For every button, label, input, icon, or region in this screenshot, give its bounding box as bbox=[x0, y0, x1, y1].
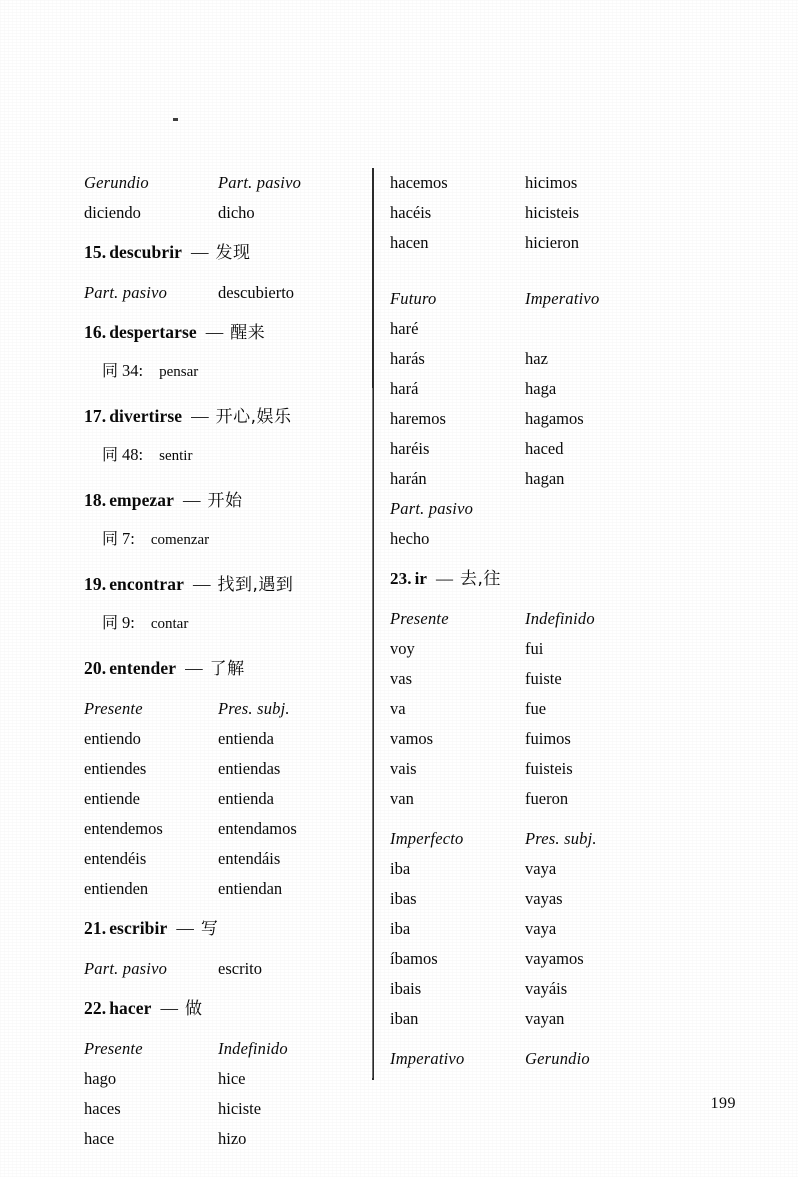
table-row bbox=[390, 724, 690, 754]
verb-form: haréis bbox=[390, 439, 430, 458]
verb-form: iba bbox=[390, 919, 411, 938]
em-dash: — bbox=[160, 998, 178, 1018]
cross-reference-target: contar bbox=[150, 616, 189, 632]
table-header-row bbox=[84, 694, 359, 724]
verb-form: entendéis bbox=[84, 849, 147, 868]
verb-form: fue bbox=[525, 699, 547, 718]
entry-gloss: 醒来 bbox=[230, 323, 266, 343]
page-number: 199 bbox=[710, 1095, 736, 1112]
table-row bbox=[84, 1064, 359, 1094]
verb-form: hicieron bbox=[525, 233, 580, 252]
verb-form: escrito bbox=[218, 959, 262, 978]
verb-form: haced bbox=[525, 439, 564, 458]
entry-headword: entender bbox=[109, 658, 177, 678]
table-row bbox=[390, 374, 690, 404]
verb-form: haga bbox=[525, 379, 557, 398]
table-row bbox=[390, 664, 690, 694]
verb-form: descubierto bbox=[218, 283, 295, 302]
entry-number: 19. bbox=[84, 574, 107, 594]
column-divider-rule bbox=[372, 168, 374, 1080]
em-dash: — bbox=[176, 918, 194, 938]
column-header-indefinido: Indefinido bbox=[218, 1039, 288, 1058]
same-as-marker: 同 bbox=[102, 613, 119, 632]
verb-form: haz bbox=[525, 349, 548, 368]
verb-entry-hacer bbox=[84, 994, 359, 1034]
verb-form: harás bbox=[390, 349, 425, 368]
verb-form: hará bbox=[390, 379, 419, 398]
verb-form: vaya bbox=[525, 919, 557, 938]
verb-form: hecho bbox=[390, 529, 430, 548]
entry-number: 21. bbox=[84, 918, 107, 938]
table-row bbox=[390, 974, 690, 1004]
verb-entry-entender bbox=[84, 654, 359, 694]
verb-form: fuimos bbox=[525, 729, 571, 748]
verb-form: hiciste bbox=[218, 1099, 262, 1118]
verb-form: voy bbox=[390, 639, 415, 658]
entry-gloss: 写 bbox=[200, 919, 219, 939]
verb-form: diciendo bbox=[84, 203, 141, 222]
cross-reference bbox=[84, 442, 359, 476]
verb-form: entiende bbox=[84, 789, 140, 808]
colon: : bbox=[130, 529, 135, 548]
entry-gloss: 去,往 bbox=[460, 569, 501, 589]
verb-form: ibais bbox=[390, 979, 422, 998]
cross-reference-number: 48 bbox=[122, 445, 139, 464]
table-row bbox=[84, 754, 359, 784]
verb-entry-divertirse bbox=[84, 402, 359, 442]
verb-form: ibas bbox=[390, 889, 417, 908]
entry-headword: ir bbox=[414, 569, 428, 588]
verb-form: íbamos bbox=[390, 949, 438, 968]
verb-form: van bbox=[390, 789, 414, 808]
table-row bbox=[390, 344, 690, 374]
verb-form: entiendan bbox=[218, 879, 283, 898]
entry-headword: divertirse bbox=[109, 406, 183, 426]
verb-form: vayan bbox=[525, 1009, 565, 1028]
entry-gloss: 找到,遇到 bbox=[217, 575, 294, 595]
verb-form: hice bbox=[218, 1069, 246, 1088]
right-column bbox=[390, 168, 690, 1074]
colon: : bbox=[130, 613, 135, 632]
table-header-row bbox=[84, 1034, 359, 1064]
table-row bbox=[84, 844, 359, 874]
table-header-row bbox=[390, 284, 690, 314]
column-header-pres-subj: Pres. subj. bbox=[218, 699, 290, 718]
table-row bbox=[390, 168, 690, 198]
left-column bbox=[84, 168, 359, 1154]
same-as-marker: 同 bbox=[102, 445, 119, 464]
verb-entry-ir bbox=[390, 564, 690, 604]
entry-number: 17. bbox=[84, 406, 107, 426]
entry-number: 15. bbox=[84, 242, 107, 262]
verb-form: fuiste bbox=[525, 669, 562, 688]
verb-form: hizo bbox=[218, 1129, 247, 1148]
verb-form: entendáis bbox=[218, 849, 281, 868]
entry-number: 16. bbox=[84, 322, 107, 342]
cross-reference-number: 34 bbox=[122, 361, 139, 380]
verb-form: vas bbox=[390, 669, 412, 688]
verb-entry-descubrir bbox=[84, 238, 359, 278]
verb-form: hagan bbox=[525, 469, 565, 488]
em-dash: — bbox=[191, 406, 209, 426]
verb-form: iban bbox=[390, 1009, 419, 1028]
cross-reference bbox=[84, 526, 359, 560]
scan-artifact-speck bbox=[173, 118, 178, 121]
cross-reference bbox=[84, 610, 359, 644]
verb-form: entendemos bbox=[84, 819, 163, 838]
table-row bbox=[390, 198, 690, 228]
table-row bbox=[390, 694, 690, 724]
entry-number: 23. bbox=[390, 569, 412, 588]
verb-entry-escribir bbox=[84, 914, 359, 954]
column-header-part-pasivo: Part. pasivo bbox=[84, 283, 168, 302]
table-row bbox=[390, 914, 690, 944]
table-row bbox=[390, 784, 690, 814]
table-row bbox=[390, 634, 690, 664]
entry-headword: encontrar bbox=[109, 574, 184, 594]
verb-form: hace bbox=[84, 1129, 115, 1148]
verb-form: iba bbox=[390, 859, 411, 878]
verb-form: haremos bbox=[390, 409, 446, 428]
verb-form: hacen bbox=[390, 233, 429, 252]
colon: : bbox=[138, 361, 144, 380]
em-dash: — bbox=[436, 569, 454, 588]
verb-form: hago bbox=[84, 1069, 117, 1088]
verb-form: vayamos bbox=[525, 949, 584, 968]
column-header-futuro: Futuro bbox=[390, 289, 437, 308]
entry-gloss: 开始 bbox=[207, 491, 243, 511]
entry-headword: escribir bbox=[109, 918, 168, 938]
verb-form: vais bbox=[390, 759, 417, 778]
em-dash: — bbox=[185, 658, 203, 678]
column-header-gerundio: Gerundio bbox=[525, 1049, 590, 1068]
table-row bbox=[390, 434, 690, 464]
column-header-part-pasivo: Part. pasivo bbox=[84, 959, 168, 978]
table-row bbox=[84, 814, 359, 844]
em-dash: — bbox=[192, 574, 211, 594]
verb-form: vamos bbox=[390, 729, 434, 748]
em-dash: — bbox=[191, 242, 209, 262]
verb-form: entiendes bbox=[84, 759, 147, 778]
verb-entry-despertarse bbox=[84, 318, 359, 358]
table-row bbox=[390, 524, 690, 554]
verb-form: entiendas bbox=[218, 759, 281, 778]
em-dash: — bbox=[205, 322, 224, 342]
column-header-imperativo: Imperativo bbox=[390, 1049, 465, 1068]
table-row bbox=[390, 854, 690, 884]
verb-form: va bbox=[390, 699, 406, 718]
table-header-row bbox=[390, 604, 690, 634]
entry-headword: empezar bbox=[109, 490, 175, 510]
same-as-marker: 同 bbox=[102, 361, 119, 380]
verb-entry-encontrar bbox=[84, 570, 359, 610]
verb-form: dicho bbox=[218, 203, 255, 222]
table-header-row bbox=[84, 168, 359, 198]
colon: : bbox=[138, 445, 144, 464]
verb-form: fuisteis bbox=[525, 759, 573, 778]
column-header-pres-subj: Pres. subj. bbox=[525, 829, 597, 848]
table-header-row bbox=[390, 494, 690, 524]
table-header-row bbox=[390, 824, 690, 854]
table-row bbox=[84, 1094, 359, 1124]
column-header-imperfecto: Imperfecto bbox=[390, 829, 464, 848]
table-row bbox=[390, 754, 690, 784]
column-header-presente: Presente bbox=[84, 1039, 143, 1058]
table-row bbox=[84, 784, 359, 814]
table-row bbox=[390, 1004, 690, 1034]
verb-form: vayas bbox=[525, 889, 563, 908]
verb-form: haces bbox=[84, 1099, 121, 1118]
column-header-imperativo: Imperativo bbox=[525, 289, 600, 308]
verb-form: hacéis bbox=[390, 203, 432, 222]
verb-form: fueron bbox=[525, 789, 569, 808]
verb-form: entiendo bbox=[84, 729, 141, 748]
verb-form: entendamos bbox=[218, 819, 297, 838]
column-header-indefinido: Indefinido bbox=[525, 609, 595, 628]
entry-headword: despertarse bbox=[109, 322, 197, 342]
entry-headword: descubrir bbox=[109, 242, 183, 262]
verb-form: hicimos bbox=[525, 173, 578, 192]
verb-form: vayáis bbox=[525, 979, 568, 998]
column-header-presente: Presente bbox=[390, 609, 449, 628]
column-header-presente: Presente bbox=[84, 699, 143, 718]
verb-form: vaya bbox=[525, 859, 557, 878]
entry-gloss: 开心,娱乐 bbox=[215, 407, 292, 427]
same-as-marker: 同 bbox=[102, 529, 119, 548]
table-row bbox=[84, 954, 359, 984]
table-row bbox=[390, 944, 690, 974]
cross-reference-target: comenzar bbox=[150, 532, 210, 548]
table-row bbox=[390, 404, 690, 434]
entry-headword: hacer bbox=[109, 998, 152, 1018]
cross-reference-target: pensar bbox=[159, 364, 199, 380]
entry-number: 18. bbox=[84, 490, 107, 510]
cross-reference bbox=[84, 358, 359, 392]
verb-form: hagamos bbox=[525, 409, 584, 428]
verb-form: entienda bbox=[218, 789, 274, 808]
verb-form: hicisteis bbox=[525, 203, 580, 222]
table-header-row bbox=[390, 1044, 690, 1074]
table-row bbox=[390, 314, 690, 344]
entry-gloss: 发现 bbox=[215, 243, 251, 263]
table-row bbox=[84, 198, 359, 228]
entry-number: 22. bbox=[84, 998, 107, 1018]
table-row bbox=[390, 464, 690, 494]
verb-form: entienden bbox=[84, 879, 149, 898]
column-header-gerundio: Gerundio bbox=[84, 173, 149, 192]
cross-reference-target: sentir bbox=[159, 448, 193, 464]
entry-number: 20. bbox=[84, 658, 107, 678]
table-row bbox=[84, 278, 359, 308]
cross-reference-number: 9 bbox=[122, 613, 131, 632]
table-row bbox=[390, 228, 690, 258]
table-row bbox=[84, 724, 359, 754]
table-row bbox=[84, 1124, 359, 1154]
entry-gloss: 做 bbox=[184, 999, 203, 1019]
verb-form: harán bbox=[390, 469, 427, 488]
em-dash: — bbox=[183, 490, 201, 510]
verb-form: fui bbox=[525, 639, 544, 658]
column-header-part-pasivo: Part. pasivo bbox=[390, 499, 474, 518]
verb-entry-empezar bbox=[84, 486, 359, 526]
verb-form: hacemos bbox=[390, 173, 448, 192]
cross-reference-number: 7 bbox=[122, 529, 131, 548]
column-header-part-pasivo: Part. pasivo bbox=[218, 173, 302, 192]
verb-form: haré bbox=[390, 319, 419, 338]
table-row bbox=[84, 874, 359, 904]
entry-gloss: 了解 bbox=[209, 659, 245, 679]
table-row bbox=[390, 884, 690, 914]
verb-form: entienda bbox=[218, 729, 274, 748]
